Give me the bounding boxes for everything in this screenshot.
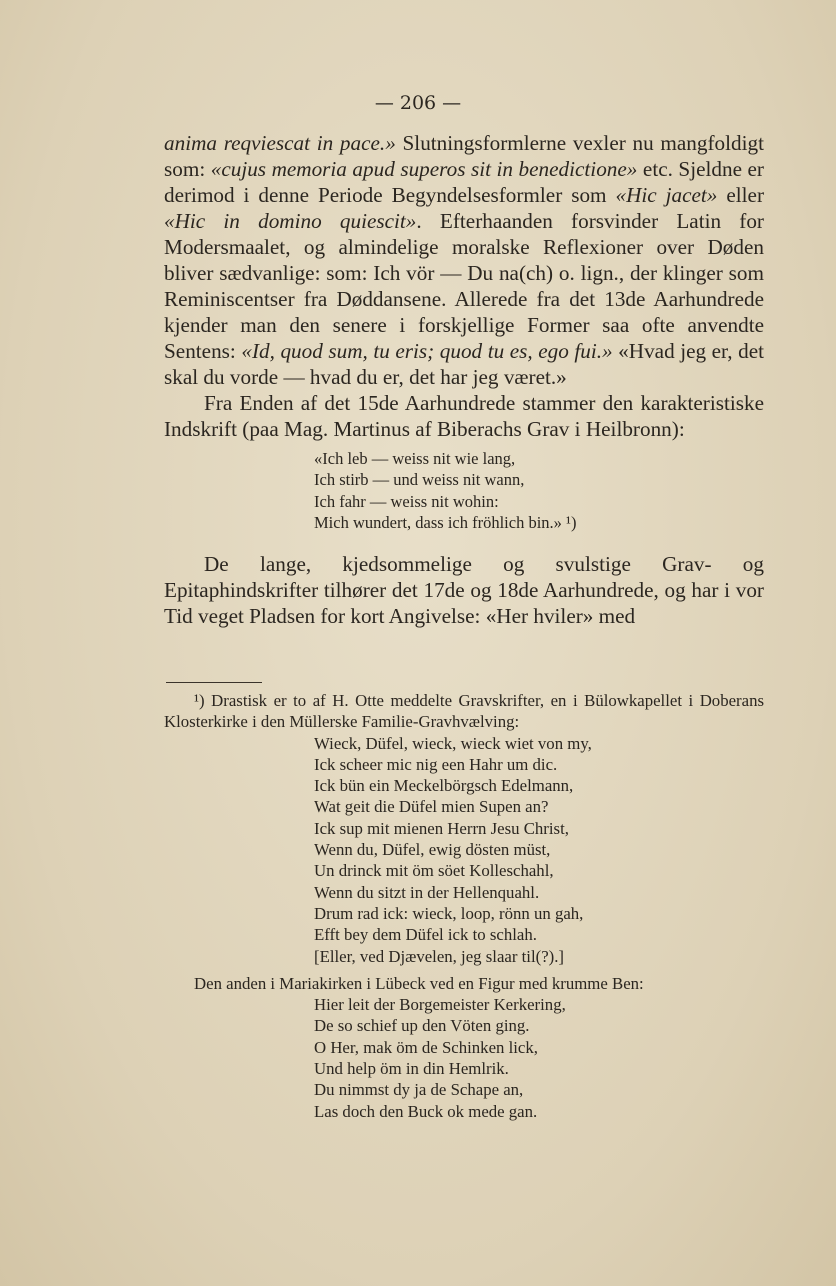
footnotes xyxy=(164,690,764,1122)
latin-quote: «Hic jacet» xyxy=(615,183,718,207)
verse-line: Und help öm in din Hemlrik. xyxy=(314,1059,509,1079)
verse-line: Ich stirb — und weiss nit wann, xyxy=(314,470,525,490)
verse-line: De so schief up den Vöten ging. xyxy=(314,1016,530,1036)
verse-line: Las doch den Buck ok mede gan. xyxy=(314,1101,538,1121)
text-segment: eller xyxy=(717,183,764,207)
text-segment: . Efterhaanden forsvinder Latin for Modersmaalet, og almindelige moralske Reflexioner over Døden bliver sædvanlige: som: Ich vör — Du na(ch) o. lign., der klinger som Reminiscentser fra Døddansene. Allerede fra det 13de Aarhundrede kjender man den senere i forskjellige Former saa ofte anvendte Sentens: xyxy=(164,209,764,363)
verse-line: Ich fahr — weiss nit wohin: xyxy=(314,491,499,511)
latin-quote: anima reqviescat in pace.» xyxy=(164,131,396,155)
footnote-separator xyxy=(166,682,262,683)
verse-line: Hier leit der Borgemeister Kerkering, xyxy=(314,995,566,1015)
text-segment: Slutningsformlerne vexler nu mangfoldigt som: xyxy=(164,131,764,181)
verse-line: Ick scheer mic nig een Hahr um dic. xyxy=(314,754,558,774)
footnote-intro: ¹) Drastisk er to af H. Otte meddelte Gravskrifter, en i Bülowkapellet i Doberans Klosterkirke i den Müllerske Familie-Gravhvælving: xyxy=(164,691,764,732)
verse-line: Efft bey dem Düfel ick to schlah. xyxy=(314,925,537,945)
verse-line: Un drinck mit öm söet Kolleschahl, xyxy=(314,861,554,881)
verse-line: Wenn du sitzt in der Hellenquahl. xyxy=(314,882,540,902)
main-text xyxy=(164,130,764,629)
page-number: — 206 — xyxy=(374,92,462,114)
verse-line: [Eller, ved Djævelen, jeg slaar til(?).] xyxy=(314,946,565,966)
verse-line: Wieck, Düfel, wieck, wieck wiet von my, xyxy=(314,733,592,753)
text-segment: etc. Sjeldne er derimod i denne Periode Begyndelsesformler som xyxy=(164,157,764,207)
latin-quote: «Id, quod sum, tu eris; quod tu es, ego fui.» xyxy=(241,339,613,363)
verse-line: Mich wundert, dass ich fröhlich bin.» ¹) xyxy=(314,512,577,532)
latin-quote: «cujus memoria apud superos sit in benedictione» xyxy=(210,157,638,181)
latin-quote: «Hic in domino quiescit» xyxy=(164,209,417,233)
paragraph-1 xyxy=(164,130,764,390)
paragraph-2: Fra Enden af det 15de Aarhundrede stammer den karakteristiske Indskrift (paa Mag. Martinus af Biberachs Grav i Heilbronn): xyxy=(164,391,764,441)
verse-line: O Her, mak öm de Schinken lick, xyxy=(314,1037,538,1057)
verse-line: Du nimmst dy ja de Schape an, xyxy=(314,1080,524,1100)
verse-line: Ick bün ein Meckelbörgsch Edelmann, xyxy=(314,776,574,796)
footnote-verse-1 xyxy=(314,733,764,967)
verse-line: Ick sup mit mienen Herrn Jesu Christ, xyxy=(314,818,569,838)
verse-line: «Ich leb — weiss nit wie lang, xyxy=(314,449,516,468)
text-segment: «Hvad jeg er, det skal du vorde — hvad du er, det har jeg været.» xyxy=(164,339,764,389)
verse-epitaph xyxy=(314,448,764,533)
verse-line: Drum rad ick: wieck, loop, rönn un gah, xyxy=(314,903,584,923)
verse-line: Wat geit die Düfel mien Supen an? xyxy=(314,797,549,817)
footnote-second-intro: Den anden i Mariakirken i Lübeck ved en Figur med krumme Ben: xyxy=(194,973,644,993)
verse-line: Wenn du, Düfel, ewig dösten müst, xyxy=(314,840,551,860)
paragraph-3: De lange, kjedsommelige og svulstige Grav- og Epitaphindskrifter tilhører det 17de og 18de Aarhundrede, og har i vor Tid veget Pladsen for kort Angivelse: «Her hviler» med xyxy=(164,552,764,629)
footnote-verse-2 xyxy=(314,994,764,1122)
